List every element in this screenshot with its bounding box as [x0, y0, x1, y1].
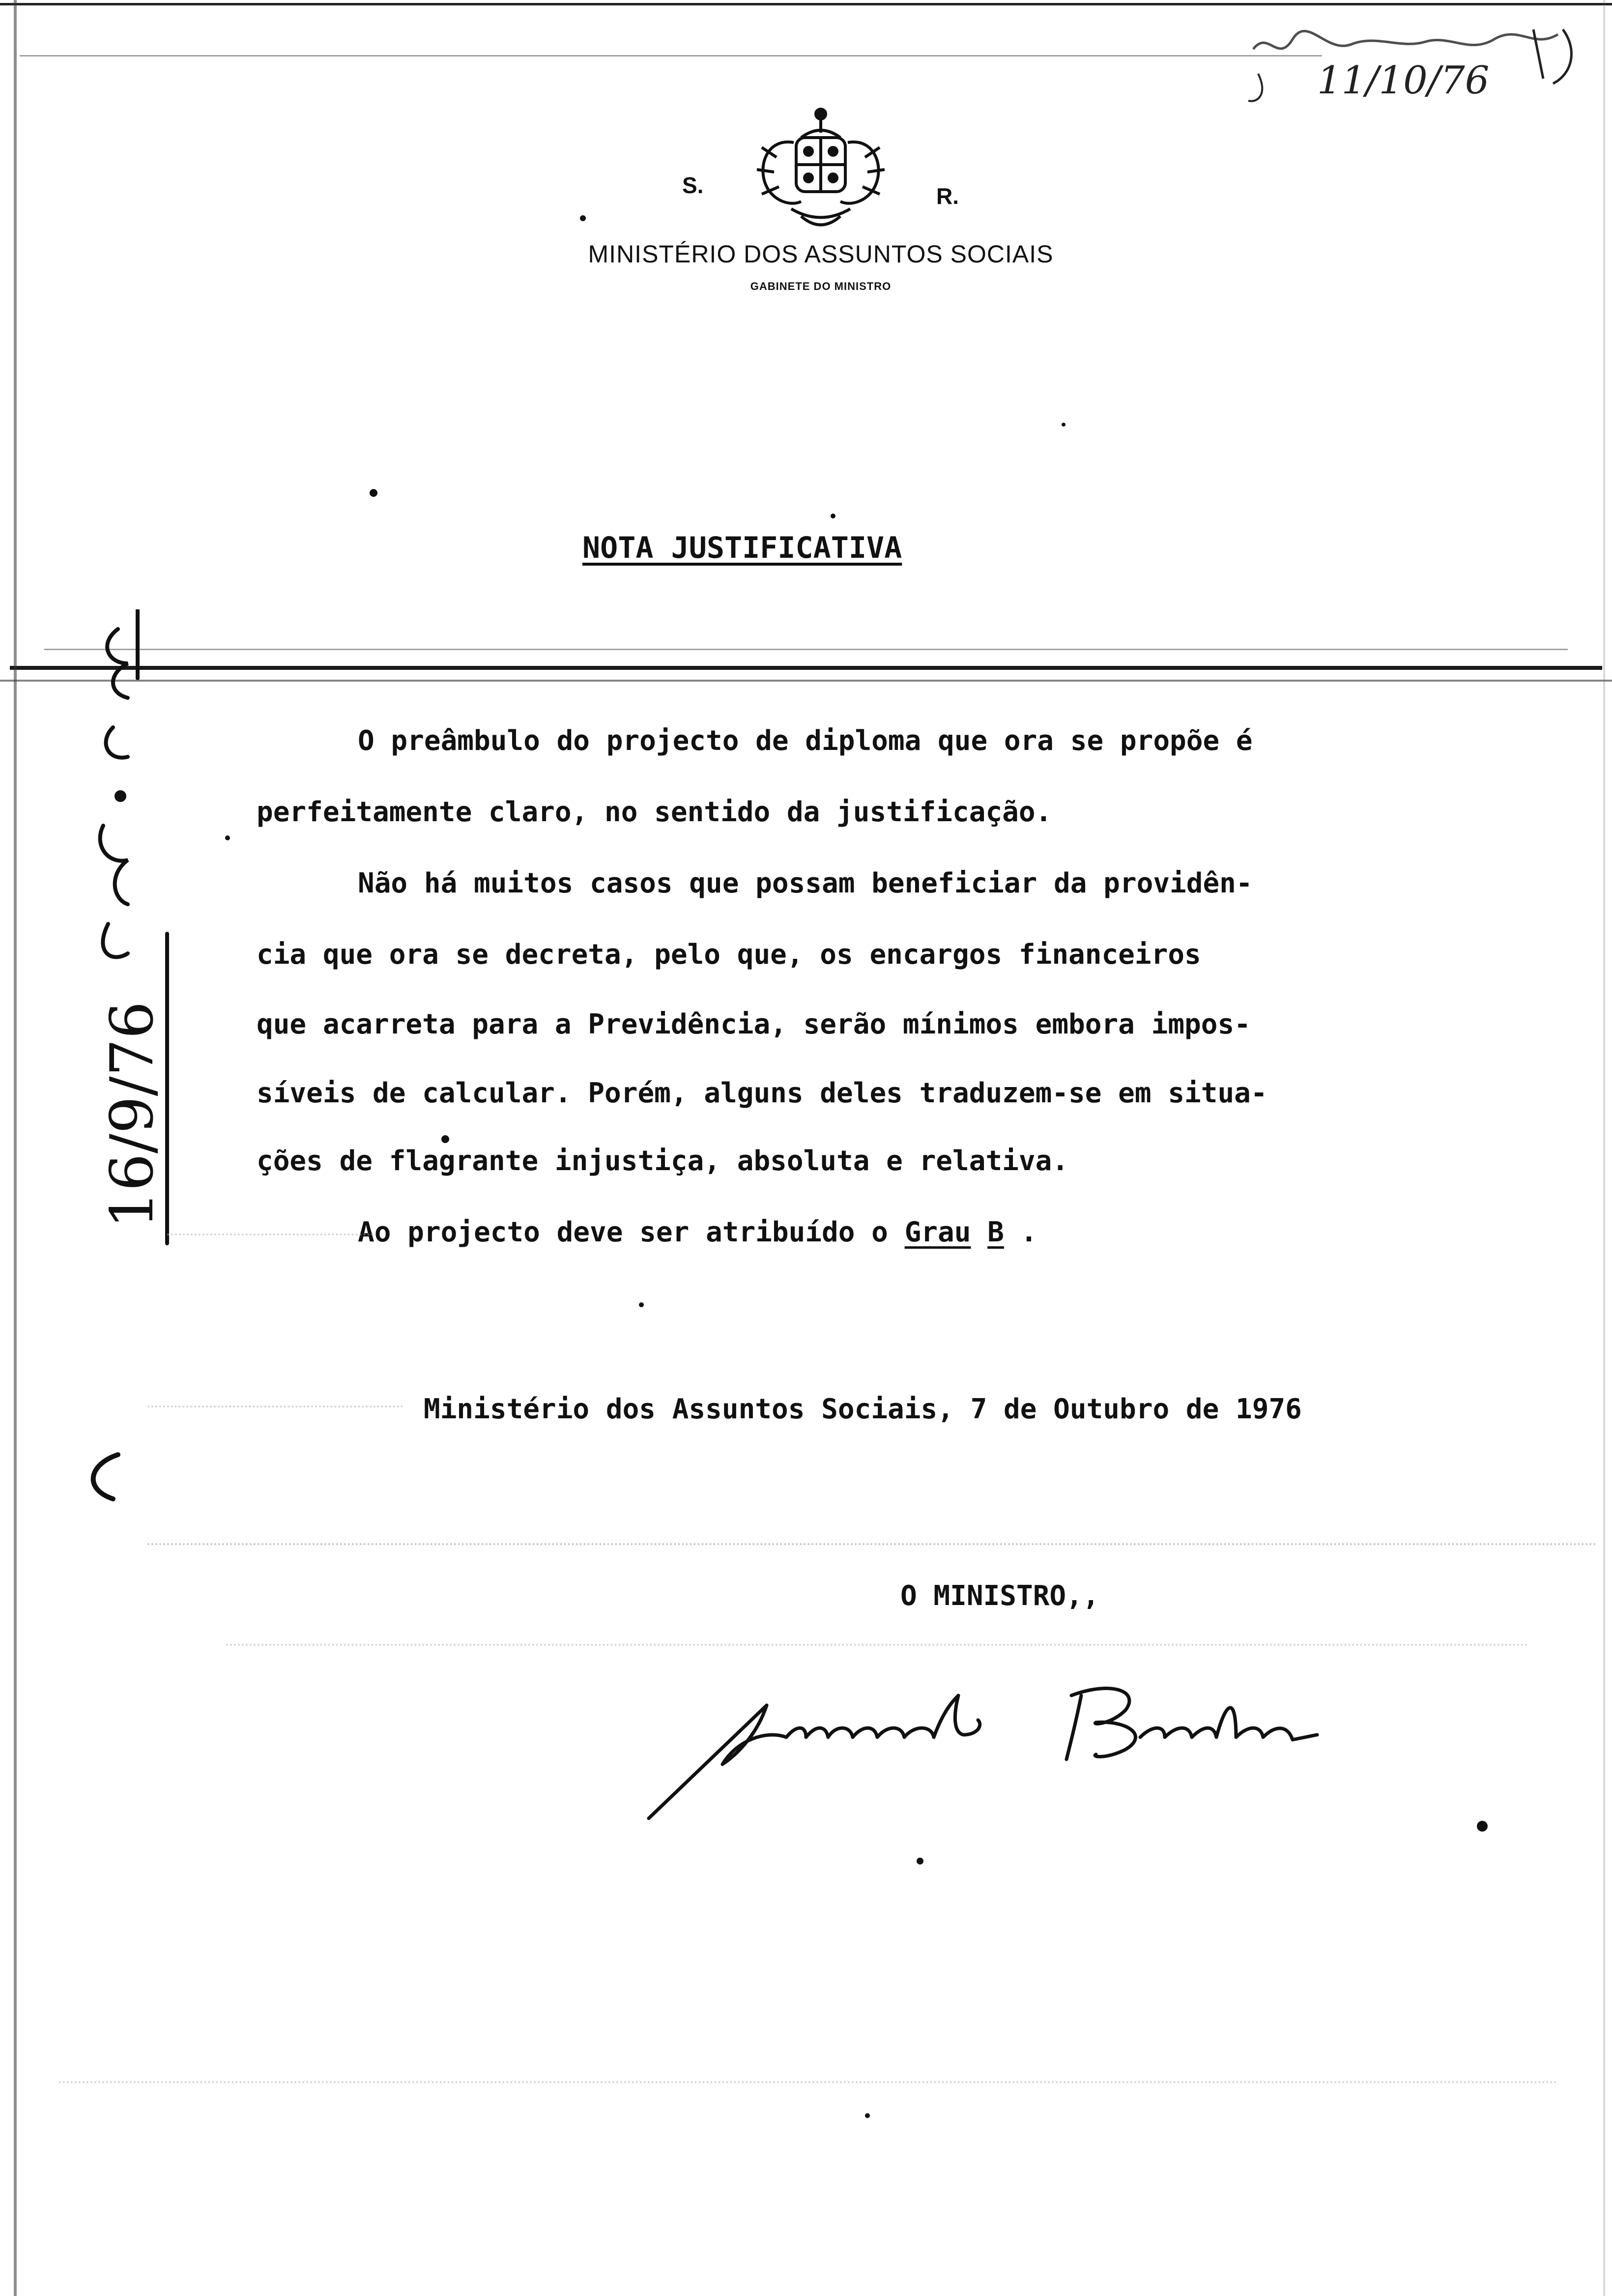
- handwritten-date-text: 11/10/76: [1317, 58, 1490, 103]
- scan-speck: [370, 489, 377, 497]
- scan-border-top: [0, 3, 1612, 5]
- grade-assignment-line: [358, 1216, 1037, 1248]
- grade-suffix: .: [1004, 1216, 1037, 1248]
- scan-speck: [580, 215, 586, 221]
- margin-bracket-mark: [69, 1450, 128, 1504]
- handwritten-date-annotation: [1238, 20, 1583, 103]
- document-title: NOTA JUSTIFICATIVA: [582, 531, 902, 565]
- body-line: cia que ora se decreta, pelo que, os encargos financeiros: [257, 939, 1201, 971]
- scan-speck: [441, 1135, 449, 1143]
- scan-speck: [1062, 423, 1065, 427]
- body-line: ções de flagrante injustiça, absoluta e relativa.: [257, 1145, 1069, 1177]
- coat-of-arms-emblem: [747, 103, 894, 236]
- scan-line-fold-lower: [0, 680, 1612, 682]
- header-letter-r: R.: [936, 183, 959, 209]
- scan-speck: [225, 835, 230, 840]
- grade-word: Grau: [904, 1216, 971, 1248]
- handwritten-signature: [639, 1651, 1406, 1828]
- ministry-name: MINISTÉRIO DOS ASSUNTOS SOCIAIS: [588, 240, 1054, 268]
- scan-speck: [917, 1858, 923, 1865]
- scan-margin-right: [1603, 0, 1605, 2296]
- scan-line-top: [20, 55, 1322, 57]
- grade-letter: B: [987, 1216, 1004, 1248]
- scan-line-fold-upper: [44, 649, 1568, 650]
- body-line: síveis de calcular. Porém, alguns deles traduzem-se em situa-: [257, 1077, 1267, 1109]
- scan-margin-left: [14, 0, 17, 2296]
- scan-noise-band: [167, 1234, 374, 1237]
- grade-prefix: Ao projecto deve ser atribuído o: [358, 1216, 905, 1248]
- scan-line-fold: [10, 666, 1602, 670]
- handwritten-margin-annotation: [54, 609, 172, 1268]
- scan-speck: [831, 514, 835, 518]
- scan-noise-band: [147, 1543, 1597, 1547]
- body-line: O preâmbulo do projecto de diploma que ora se propõe é: [358, 725, 1253, 757]
- signer-title: O MINISTRO,,: [900, 1580, 1099, 1612]
- body-line: Não há muitos casos que possam beneficiar da providên-: [358, 867, 1253, 899]
- header-letter-s: S.: [682, 172, 704, 198]
- scan-speck: [1477, 1821, 1488, 1832]
- body-line: perfeitamente claro, no sentido da justificação.: [257, 796, 1052, 828]
- place-date-line: Ministério dos Assuntos Sociais, 7 de Outubro de 1976: [424, 1393, 1302, 1425]
- scan-noise-band: [226, 1644, 1528, 1648]
- scan-speck: [639, 1302, 644, 1307]
- scan-noise-band: [59, 2081, 1558, 2085]
- handwritten-margin-date: 16/9/76: [98, 1001, 167, 1229]
- body-line: que acarreta para a Previdência, serão mínimos embora impos-: [257, 1008, 1251, 1040]
- cabinet-name: GABINETE DO MINISTRO: [750, 280, 892, 292]
- scan-noise-band: [147, 1406, 403, 1409]
- scan-speck: [865, 2113, 870, 2118]
